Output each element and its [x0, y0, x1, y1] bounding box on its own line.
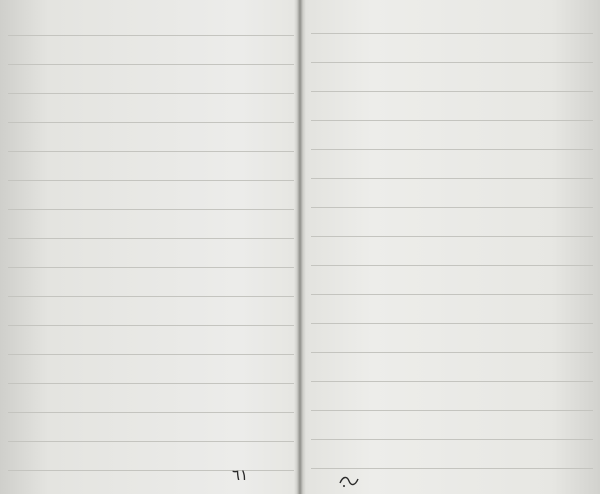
right-line-4	[311, 90, 593, 121]
left-line-3	[8, 63, 294, 94]
right-page	[301, 0, 600, 494]
left-line-10	[8, 266, 294, 297]
right-line-12	[311, 322, 593, 353]
left-line-2	[8, 34, 294, 65]
right-line-11	[311, 293, 593, 324]
right-line-14	[311, 380, 593, 411]
left-line-15	[8, 411, 294, 442]
left-line-4	[8, 92, 294, 123]
left-page	[0, 0, 299, 494]
right-line-8	[311, 206, 593, 237]
left-line-1	[8, 5, 294, 36]
right-line-1	[311, 3, 593, 34]
right-line-15	[311, 409, 593, 440]
right-line-9	[311, 235, 593, 266]
left-line-7	[8, 179, 294, 210]
left-line-6	[8, 150, 294, 181]
left-line-12	[8, 324, 294, 355]
left-line-14	[8, 382, 294, 413]
right-line-5	[311, 119, 593, 150]
left-line-11	[8, 295, 294, 326]
right-line-16	[311, 438, 593, 469]
right-line-13	[311, 351, 593, 382]
left-line-9	[8, 237, 294, 268]
right-line-3	[311, 61, 593, 92]
catchword-flourish	[338, 474, 360, 488]
left-line-8	[8, 208, 294, 239]
right-line-10	[311, 264, 593, 295]
right-line-7	[311, 177, 593, 208]
right-line-2	[311, 32, 593, 63]
left-line-16	[8, 440, 294, 471]
right-line-6	[311, 148, 593, 179]
left-line-13	[8, 353, 294, 384]
left-line-5	[8, 121, 294, 152]
page-number: ٦١	[232, 466, 249, 484]
